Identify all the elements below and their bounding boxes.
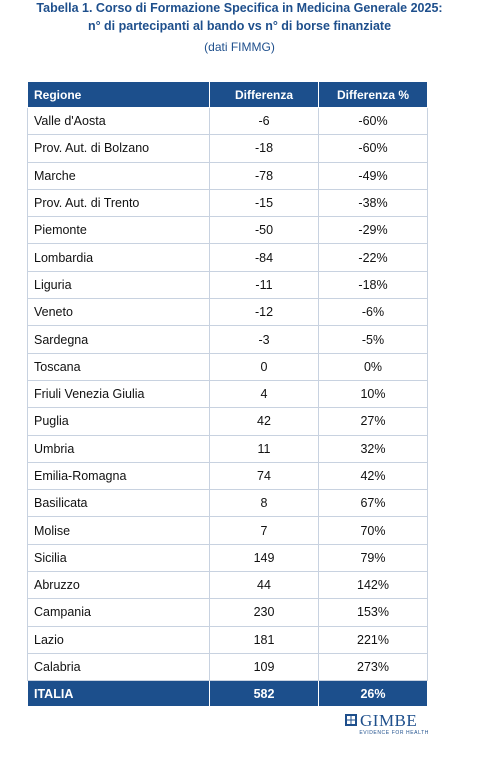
table-row [28, 544, 428, 571]
cell-differenza-percent: 79% [319, 544, 428, 571]
logo-name: GIMBE [360, 711, 418, 730]
table-row [28, 572, 428, 599]
cell-regione: Liguria [28, 271, 210, 298]
table-row [28, 626, 428, 653]
cell-regione: Lombardia [28, 244, 210, 271]
header-row [28, 82, 428, 108]
cell-differenza-percent: 142% [319, 572, 428, 599]
table-row [28, 271, 428, 298]
cell-regione: Puglia [28, 408, 210, 435]
logo-tagline: EVIDENCE FOR HEALTH [359, 730, 429, 736]
cell-differenza-percent: -49% [319, 162, 428, 189]
cell-differenza-percent: 70% [319, 517, 428, 544]
cell-differenza-percent: 42% [319, 462, 428, 489]
cell-regione: Campania [28, 599, 210, 626]
cell-differenza-percent: -18% [319, 271, 428, 298]
cell-differenza: -15 [210, 189, 319, 216]
cell-differenza: 181 [210, 626, 319, 653]
cell-regione: Basilicata [28, 490, 210, 517]
cell-differenza: 7 [210, 517, 319, 544]
total-cell-differenza-percent: 26% [319, 681, 428, 707]
cell-differenza-percent: 27% [319, 408, 428, 435]
cell-differenza: 230 [210, 599, 319, 626]
cell-differenza: 149 [210, 544, 319, 571]
cell-regione: Veneto [28, 299, 210, 326]
total-cell-differenza: 582 [210, 681, 319, 707]
cell-regione: Molise [28, 517, 210, 544]
cell-regione: Emilia-Romagna [28, 462, 210, 489]
table-row [28, 435, 428, 462]
cell-differenza-percent: -5% [319, 326, 428, 353]
cell-differenza: -11 [210, 271, 319, 298]
cell-differenza: -12 [210, 299, 319, 326]
cell-differenza: 74 [210, 462, 319, 489]
cell-differenza: 4 [210, 380, 319, 407]
cell-regione: Abruzzo [28, 572, 210, 599]
cell-differenza: 42 [210, 408, 319, 435]
table-row [28, 108, 428, 135]
table-row [28, 380, 428, 407]
table-row [28, 490, 428, 517]
table-subtitle: n° di partecipanti al bando vs n° di borse finanziate [87, 19, 392, 33]
total-row [28, 681, 428, 707]
table-title: Tabella 1. Corso di Formazione Specifica in Medicina Generale 2025: [36, 1, 443, 15]
table-row [28, 135, 428, 162]
cell-regione: Lazio [28, 626, 210, 653]
cell-regione: Sardegna [28, 326, 210, 353]
table-row [28, 189, 428, 216]
cell-differenza-percent: -22% [319, 244, 428, 271]
cell-differenza: -6 [210, 108, 319, 135]
cell-differenza: 44 [210, 572, 319, 599]
cell-differenza: -78 [210, 162, 319, 189]
cell-differenza: -18 [210, 135, 319, 162]
cell-differenza: 11 [210, 435, 319, 462]
cell-differenza: 109 [210, 653, 319, 680]
cell-differenza: 0 [210, 353, 319, 380]
total-cell-regione: ITALIA [28, 681, 210, 707]
table-row [28, 653, 428, 680]
cell-regione: Piemonte [28, 217, 210, 244]
cell-differenza-percent: 32% [319, 435, 428, 462]
header-differenza: Differenza [210, 82, 319, 108]
cell-regione: Prov. Aut. di Bolzano [28, 135, 210, 162]
header-regione: Regione [28, 82, 210, 108]
table-row [28, 326, 428, 353]
cell-differenza-percent: -29% [319, 217, 428, 244]
table-row [28, 462, 428, 489]
data-source: (dati FIMMG) [204, 40, 275, 54]
cell-differenza-percent: 0% [319, 353, 428, 380]
table-row [28, 353, 428, 380]
table-row [28, 299, 428, 326]
cell-differenza-percent: -38% [319, 189, 428, 216]
cell-differenza-percent: 67% [319, 490, 428, 517]
cell-differenza: -84 [210, 244, 319, 271]
cell-differenza-percent: -6% [319, 299, 428, 326]
cell-differenza-percent: 273% [319, 653, 428, 680]
cell-regione: Toscana [28, 353, 210, 380]
header-differenza-percent: Differenza % [319, 82, 428, 108]
cell-differenza-percent: 221% [319, 626, 428, 653]
cell-regione: Sicilia [28, 544, 210, 571]
cell-regione: Prov. Aut. di Trento [28, 189, 210, 216]
cell-differenza-percent: -60% [319, 108, 428, 135]
gimbe-logo [345, 712, 429, 740]
cell-differenza: 8 [210, 490, 319, 517]
cell-regione: Valle d'Aosta [28, 108, 210, 135]
data-table [27, 81, 428, 707]
table-row [28, 408, 428, 435]
cell-differenza-percent: -60% [319, 135, 428, 162]
cell-differenza: -50 [210, 217, 319, 244]
cell-regione: Calabria [28, 653, 210, 680]
cell-regione: Marche [28, 162, 210, 189]
table-row [28, 162, 428, 189]
cell-differenza-percent: 10% [319, 380, 428, 407]
cell-differenza: -3 [210, 326, 319, 353]
table-row [28, 599, 428, 626]
cell-regione: Friuli Venezia Giulia [28, 380, 210, 407]
cell-regione: Umbria [28, 435, 210, 462]
table-row [28, 244, 428, 271]
table-row [28, 517, 428, 544]
gimbe-mark-icon [345, 714, 357, 726]
cell-differenza-percent: 153% [319, 599, 428, 626]
table-row [28, 217, 428, 244]
